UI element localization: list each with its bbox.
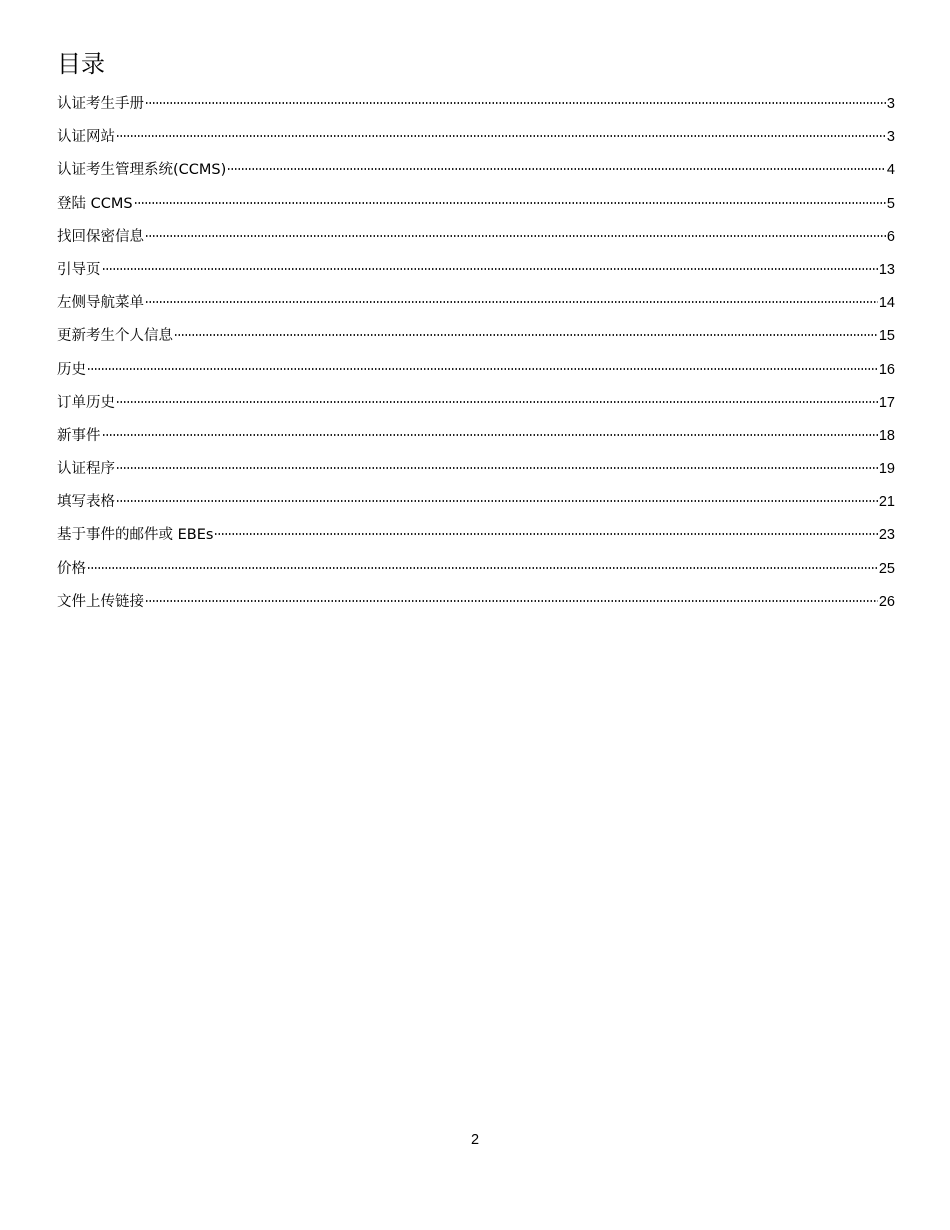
toc-entry[interactable]	[57, 458, 895, 491]
toc-entry[interactable]	[57, 259, 895, 292]
toc-entry-page: 23	[878, 527, 895, 544]
toc-entry-page: 3	[886, 96, 895, 112]
toc-entry-page: 25	[878, 560, 895, 577]
toc-entry[interactable]	[57, 591, 895, 624]
toc-entry-title: 登陆 CCMS	[57, 195, 133, 212]
toc-entry-page: 19	[878, 461, 895, 478]
toc-dot-leader	[145, 102, 886, 104]
toc-entry-page: 26	[878, 593, 895, 610]
toc-dot-leader	[116, 401, 878, 403]
toc-dot-leader	[87, 368, 878, 370]
toc-entry[interactable]	[57, 425, 895, 458]
toc-entry-page: 13	[878, 261, 895, 278]
toc-entry-title: 历史	[57, 361, 86, 378]
toc-entry-page: 17	[878, 394, 895, 411]
toc-entry-page: 14	[878, 295, 895, 312]
toc-entry-page: 4	[886, 162, 895, 179]
toc-entry[interactable]	[57, 292, 895, 325]
toc-entry-title: 找回保密信息	[57, 228, 144, 245]
toc-dot-leader	[145, 235, 886, 237]
toc-entry-title: 认证程序	[57, 461, 115, 478]
toc-entry-title: 引导页	[57, 261, 101, 278]
toc-entry-title: 文件上传链接	[57, 593, 144, 610]
toc-entry[interactable]	[57, 392, 895, 425]
toc-entry-page: 3	[886, 129, 895, 146]
toc-entry[interactable]	[57, 226, 895, 259]
toc-entry[interactable]	[57, 193, 895, 226]
toc-entry-title: 填写表格	[57, 494, 115, 511]
toc-entry[interactable]	[57, 491, 895, 524]
page-number: 2	[470, 1132, 480, 1148]
toc-entry-page: 5	[886, 195, 895, 212]
toc-entry[interactable]	[57, 325, 895, 358]
toc-entry-title: 左侧导航菜单	[57, 295, 144, 312]
toc-entry-page: 21	[878, 494, 895, 511]
toc-entry-page: 16	[878, 361, 895, 378]
toc-entry-page: 18	[878, 427, 895, 444]
toc-entry-page: 6	[886, 228, 895, 245]
toc-dot-leader	[227, 168, 886, 170]
toc-dot-leader	[214, 533, 877, 535]
toc-entry[interactable]	[57, 558, 895, 591]
toc-entry-title: 基于事件的邮件或 EBEs	[57, 527, 214, 544]
toc-dot-leader	[87, 567, 878, 569]
toc-entry-title: 订单历史	[57, 394, 115, 411]
toc-entry[interactable]	[57, 126, 895, 159]
toc-entry[interactable]	[57, 524, 895, 557]
toc-entry-title: 更新考生个人信息	[57, 328, 173, 345]
toc-dot-leader	[145, 600, 878, 602]
toc-dot-leader	[116, 467, 878, 469]
toc-entry-title: 认证考生管理系统(CCMS)	[57, 162, 227, 179]
toc-entry[interactable]	[57, 159, 895, 192]
toc-dot-leader	[145, 301, 878, 303]
toc-heading: 目录	[57, 50, 105, 78]
toc-entry-title: 认证考生手册	[57, 96, 144, 112]
toc-entry[interactable]	[57, 93, 895, 126]
toc-list	[57, 93, 895, 624]
toc-dot-leader	[116, 135, 886, 137]
toc-dot-leader	[102, 434, 878, 436]
toc-entry[interactable]	[57, 359, 895, 392]
toc-dot-leader	[116, 500, 878, 502]
toc-entry-title: 新事件	[57, 427, 101, 444]
toc-dot-leader	[102, 268, 878, 270]
toc-dot-leader	[174, 334, 878, 336]
toc-entry-page: 15	[878, 328, 895, 345]
toc-entry-title: 认证网站	[57, 129, 115, 146]
toc-dot-leader	[134, 202, 886, 204]
toc-entry-title: 价格	[57, 560, 86, 577]
